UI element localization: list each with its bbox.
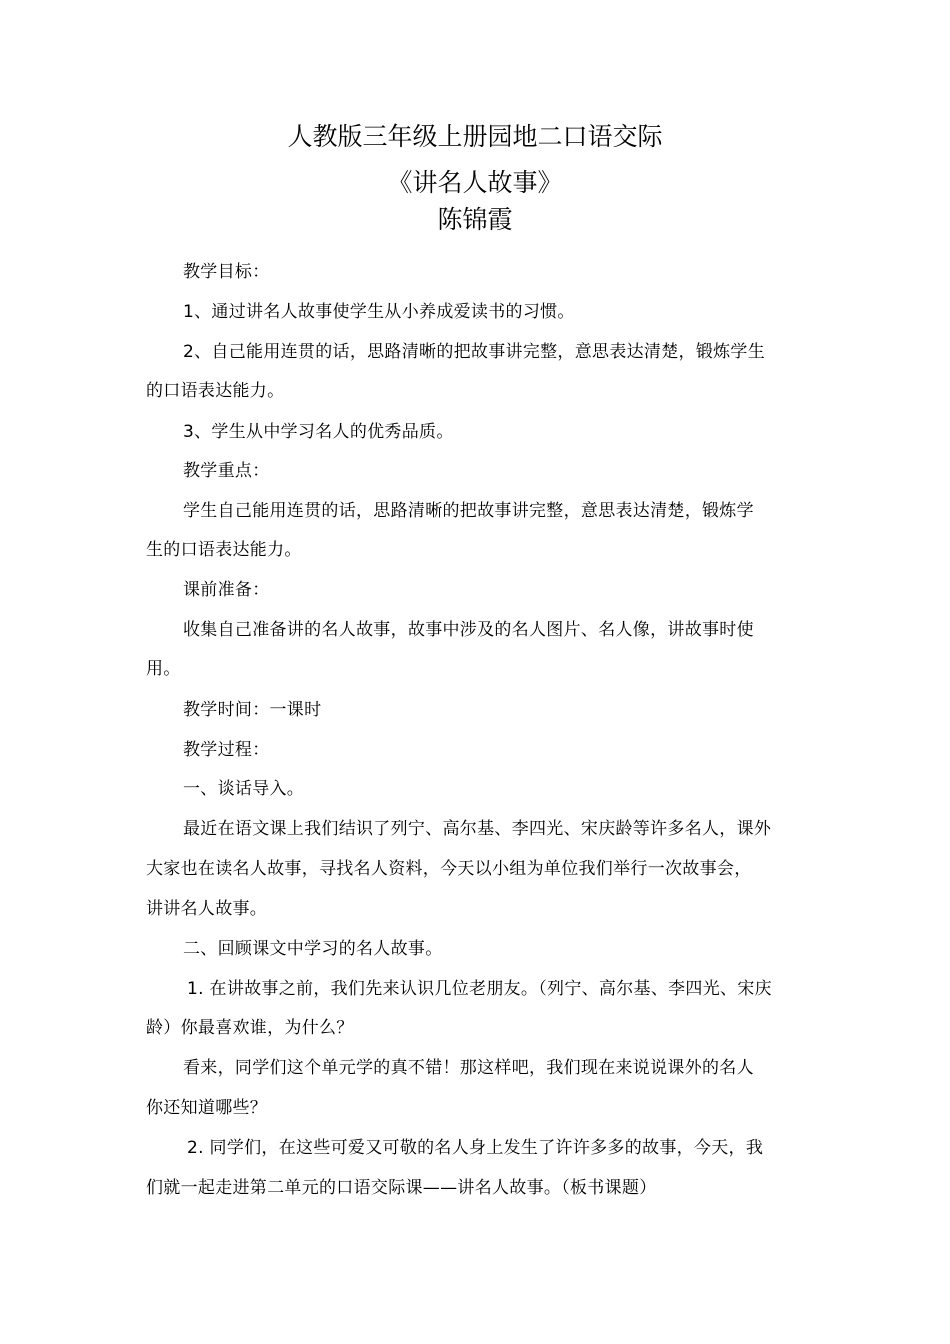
- document-subtitle: 《讲名人故事》: [387, 168, 563, 197]
- objective-2-cont: 的口语表达能力。: [146, 381, 285, 401]
- objective-2: 2、自己能用连贯的话，思路清晰的把故事讲完整，意思表达清楚，锻炼学生: [183, 342, 766, 362]
- process-step-2-item-1: 1. 在讲故事之前，我们先来认识几位老朋友。（列宁、高尔基、李四光、宋庆: [187, 979, 772, 999]
- key-point-text: 学生自己能用连贯的话，思路清晰的把故事讲完整，意思表达清楚，锻炼学: [183, 501, 754, 521]
- section-heading-preparation: 课前准备：: [183, 580, 270, 600]
- teaching-time: 教学时间：一课时: [183, 700, 322, 720]
- process-step-2-item-1-cont: 龄）你最喜欢谁，为什么？: [146, 1018, 354, 1038]
- document-author: 陈锦霞: [437, 205, 513, 234]
- document-title: 人教版三年级上册园地二口语交际: [287, 122, 663, 151]
- preparation-text-cont: 用。: [146, 659, 181, 679]
- section-heading-process: 教学过程：: [183, 740, 270, 760]
- section-heading-objectives: 教学目标：: [183, 262, 270, 282]
- process-step-2-item-2: 2. 同学们，在这些可爱又可敬的名人身上发生了许许多多的故事，今天，我: [187, 1138, 764, 1158]
- objective-3: 3、学生从中学习名人的优秀品质。: [183, 422, 454, 442]
- process-step-2-comment: 看来，同学们这个单元学的真不错！那这样吧，我们现在来说说课外的名人: [183, 1058, 754, 1078]
- process-step-2-item-2-cont: 们就一起走进第二单元的口语交际课——讲名人故事。（板书课题）: [146, 1178, 657, 1198]
- process-step-2-heading: 二、回顾课文中学习的名人故事。: [183, 939, 443, 959]
- preparation-text: 收集自己准备讲的名人故事，故事中涉及的名人图片、名人像，讲故事时使: [183, 620, 754, 640]
- objective-1: 1、通过讲名人故事使学生从小养成爱读书的习惯。: [183, 302, 575, 322]
- process-step-1-text-end: 讲讲名人故事。: [146, 899, 268, 919]
- process-step-2-comment-cont: 你还知道哪些？: [146, 1098, 268, 1118]
- process-step-1-text: 最近在语文课上我们结识了列宁、高尔基、李四光、宋庆龄等许多名人，课外: [183, 819, 772, 839]
- process-step-1-heading: 一、谈话导入。: [183, 779, 305, 799]
- section-heading-key-points: 教学重点：: [183, 461, 270, 481]
- process-step-1-text-cont: 大家也在读名人故事，寻找名人资料，今天以小组为单位我们举行一次故事会，: [146, 859, 752, 879]
- key-point-text-cont: 生的口语表达能力。: [146, 540, 302, 560]
